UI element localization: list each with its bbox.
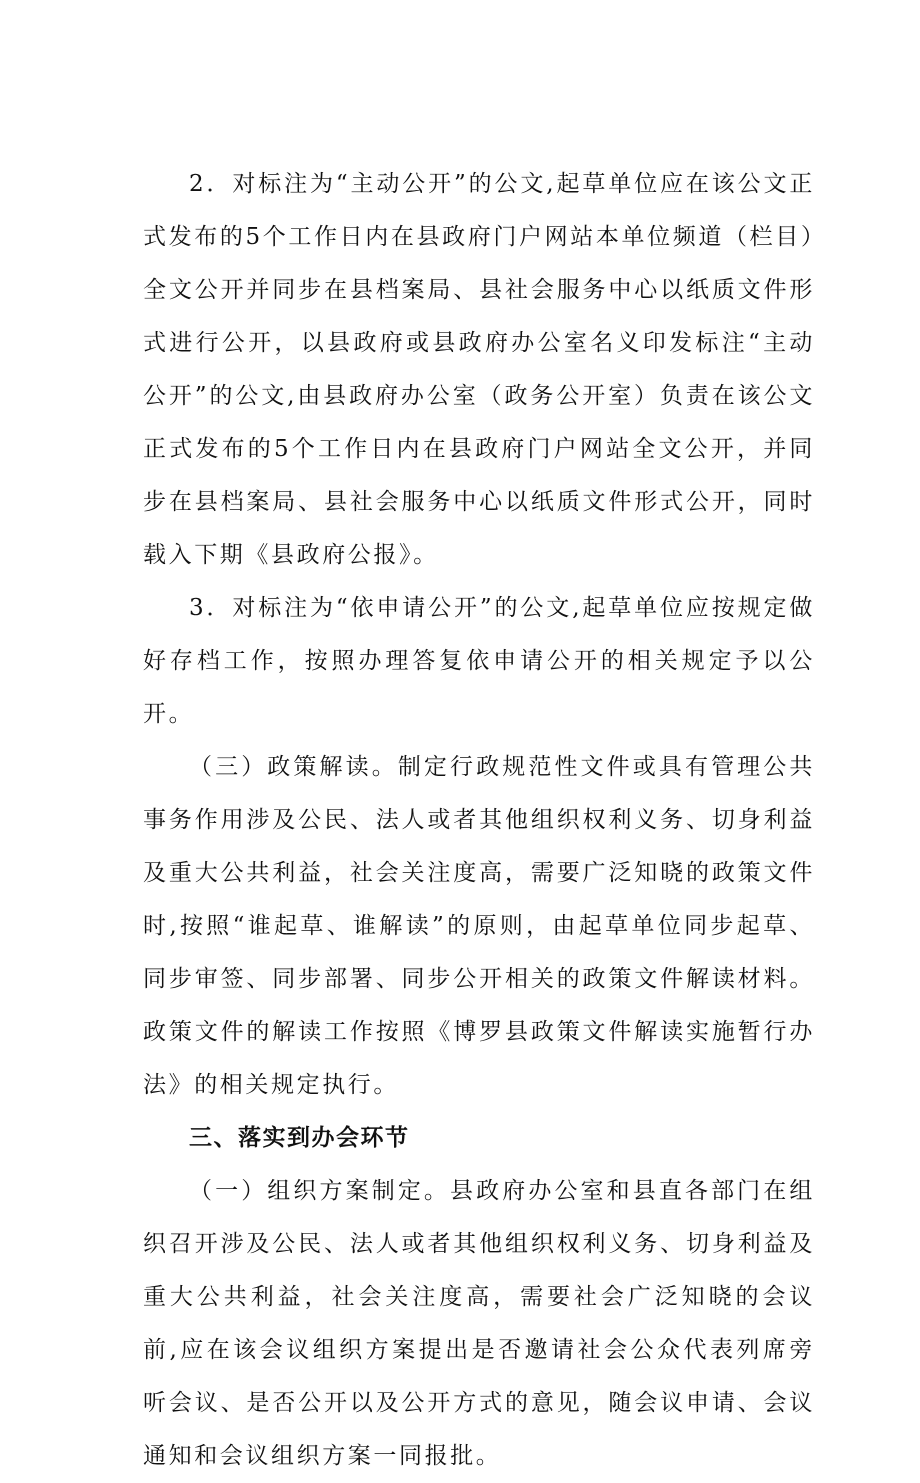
paragraph-organization-plan: （一）组织方案制定。县政府办公室和县直各部门在组织召开涉及公民、法人或者其他组织权利义务、切身利益及重大公共利益，社会关注度高，需要社会广泛知晓的会议前,应在该会议组织方案提出是否邀请社会公众代表列席旁听会议、是否公开以及公开方式的意见，随会议申请、会议通知和会议组织方案一同报批。: [143, 1178, 815, 1469]
document-body: [143, 158, 815, 1483]
paragraph-item-2-proactive-disclosure: 2．对标注为“主动公开”的公文,起草单位应在该公文正式发布的5个工作日内在县政府门户网站本单位频道（栏目）全文公开并同步在县档案局、县社会服务中心以纸质文件形式进行公开，以县政府或县政府办公室名义印发标注“主动公开”的公文,由县政府办公室（政务公开室）负责在该公文正式发布的5个工作日内在县政府门户网站全文公开，并同步在县档案局、县社会服务中心以纸质文件形式公开，同时载入下期《县政府公报》。: [143, 171, 815, 568]
section-heading: 三、落实到办会环节: [189, 1125, 410, 1151]
paragraph-item-3-disclosure-on-request: 3．对标注为“依申请公开”的公文,起草单位应按规定做好存档工作，按照办理答复依申请公开的相关规定予以公开。: [143, 595, 815, 727]
paragraph-policy-interpretation: （三）政策解读。制定行政规范性文件或具有管理公共事务作用涉及公民、法人或者其他组织权利义务、切身利益及重大公共利益，社会关注度高，需要广泛知晓的政策文件时,按照“谁起草、谁解读”的原则，由起草单位同步起草、同步审签、同步部署、同步公开相关的政策文件解读材料。政策文件的解读工作按照《博罗县政策文件解读实施暂行办法》的相关规定执行。: [143, 754, 815, 1098]
